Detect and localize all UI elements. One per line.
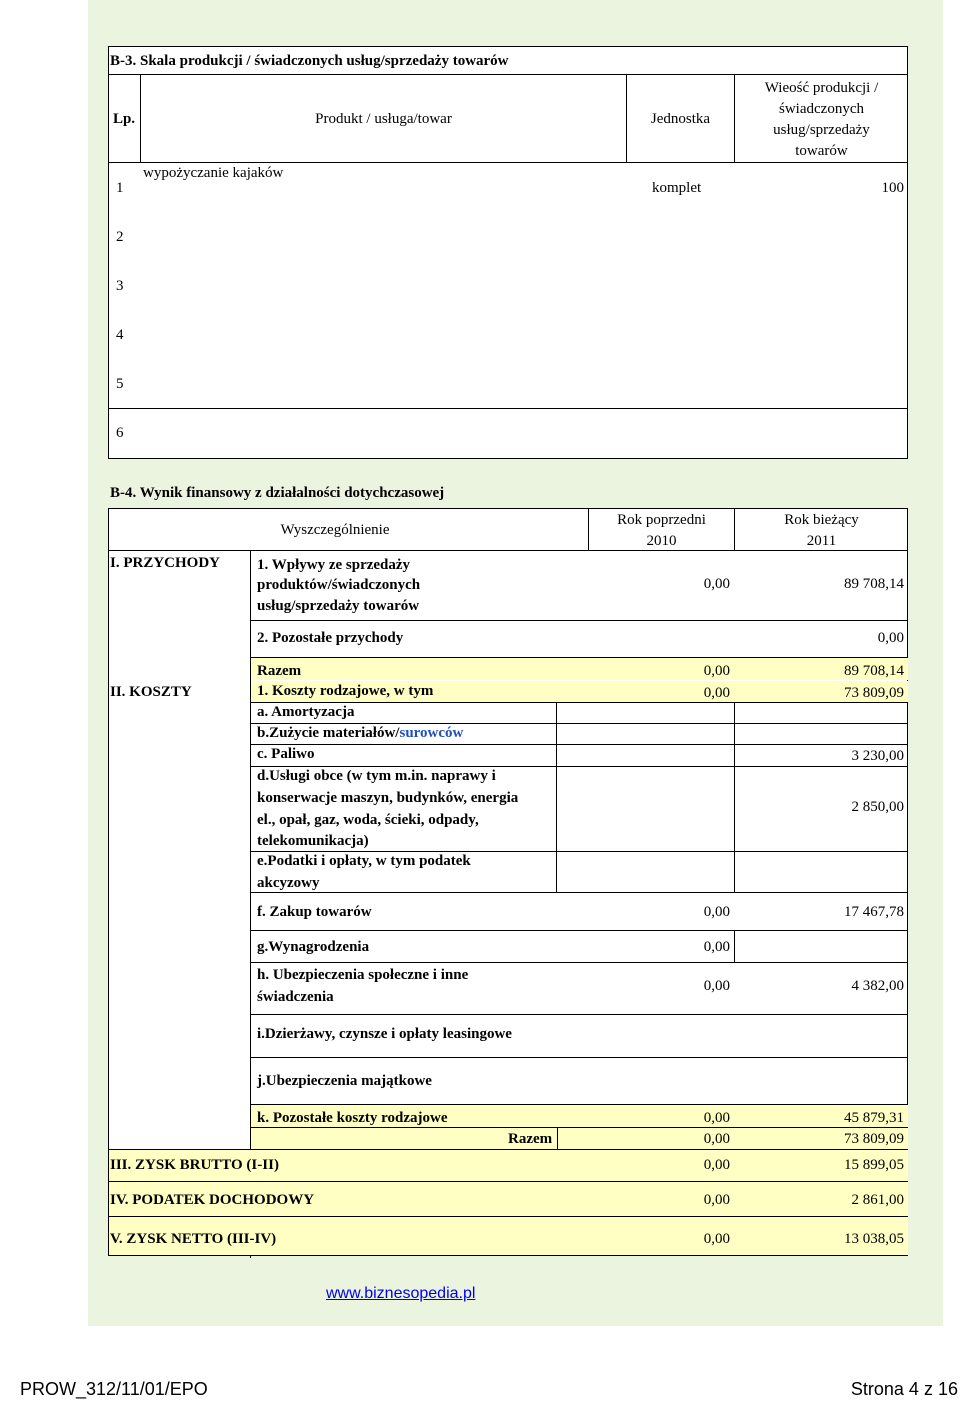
przychody-label: I. PRZYCHODY [110,555,221,571]
biznesopedia-link[interactable]: www.biznesopedia.pl [326,1285,476,1302]
b4-title: B-4. Wynik finansowy z działalności dotychczasowej [110,485,445,501]
zysk-netto-prev: 0,00 [703,1231,730,1247]
zakup-towarow-curr: 17 467,78 [844,904,904,920]
other-income-curr: 0,00 [877,630,904,646]
sales-prev: 0,00 [703,576,730,592]
table-row-lp: 6 [116,425,124,441]
b3-header-volume: Wieość produkcji / [764,80,879,96]
amortyzacja-label: a. Amortyzacja [257,704,355,720]
wynagrodzenia-prev: 0,00 [703,939,730,955]
koszty-rodzajowe-curr: 73 809,09 [844,685,904,701]
zakup-towarow-label: f. Zakup towarów [257,904,372,920]
podatek-label: IV. PODATEK DOCHODOWY [110,1192,315,1208]
sales-curr: 89 708,14 [844,576,904,592]
table-row-lp: 2 [116,229,124,245]
uslugi-obce-curr: 2 850,00 [851,799,904,815]
podatek-prev: 0,00 [703,1192,730,1208]
dzierzawy-label: i.Dzierżawy, czynsze i opłaty leasingowe [257,1026,512,1042]
zysk-netto-curr: 13 038,05 [844,1231,904,1247]
b4-header-spec: Wyszczególnienie [280,522,390,538]
table-row-lp: 4 [116,327,124,343]
paliwo-curr: 3 230,00 [851,748,904,764]
table-row-lp: 3 [116,278,124,294]
pozostale-koszty-prev: 0,00 [703,1110,730,1126]
b3-header-unit: Jednostka [650,111,711,127]
footer-doc-id: PROW_312/11/01/EPO [20,1379,208,1399]
zysk-brutto-prev: 0,00 [703,1157,730,1173]
b4-header-curr: Rok bieżący [784,512,859,528]
koszty-rodzajowe-label: 1. Koszty rodzajowe, w tym [257,683,434,699]
zysk-netto-label: V. ZYSK NETTO (III-IV) [110,1231,277,1247]
table-row-volume: 100 [881,180,904,196]
przychody-total-prev: 0,00 [703,663,730,679]
other-income-label: 2. Pozostałe przychody [257,630,404,646]
sales-label: 1. Wpływy ze sprzedaży [257,557,411,573]
ubezpieczenia-spoleczne-prev: 0,00 [703,978,730,994]
b4-header-prev: Rok poprzedni [617,512,706,528]
table-row-product: wypożyczanie kajaków [143,165,284,181]
table-row-unit: komplet [652,180,702,196]
ubezpieczenia-spoleczne-label: h. Ubezpieczenia społeczne i inne [257,967,469,983]
zuzycie-label: b.Zużycie materiałów/surowców [257,725,464,741]
podatek-curr: 2 861,00 [851,1192,904,1208]
uslugi-obce-label: d.Usługi obce (w tym m.in. naprawy i [257,768,496,784]
table-row-lp: 1 [116,180,124,196]
pozostale-koszty-label: k. Pozostałe koszty rodzajowe [257,1110,448,1126]
footer-page-number: Strona 4 z 16 [850,1379,958,1399]
ubezpieczenia-majatkowe-label: j.Ubezpieczenia majątkowe [257,1073,432,1089]
koszty-label: II. KOSZTY [110,684,192,700]
przychody-total-label: Razem [257,663,302,679]
pozostale-koszty-curr: 45 879,31 [844,1110,904,1126]
b3-header-lp: Lp. [112,111,136,127]
zakup-towarow-prev: 0,00 [703,904,730,920]
paliwo-label: c. Paliwo [257,746,315,762]
przychody-total-curr: 89 708,14 [844,663,904,679]
zysk-brutto-curr: 15 899,05 [844,1157,904,1173]
podatki-label: e.Podatki i opłaty, w tym podatek [257,853,471,869]
b3-title: B-3. Skala produkcji / świadczonych usług/sprzedaży towarów [110,53,509,69]
b3-header-product: Produkt / usługa/towar [315,111,452,127]
koszty-rodzajowe-prev: 0,00 [703,685,730,701]
wynagrodzenia-label: g.Wynagrodzenia [257,939,370,955]
koszty-total-prev: 0,00 [703,1131,730,1147]
koszty-total-curr: 73 809,09 [844,1131,904,1147]
zysk-brutto-label: III. ZYSK BRUTTO (I-II) [110,1157,279,1173]
table-row-lp: 5 [116,376,124,392]
koszty-total-label: Razem [508,1131,553,1147]
ubezpieczenia-spoleczne-curr: 4 382,00 [851,978,904,994]
